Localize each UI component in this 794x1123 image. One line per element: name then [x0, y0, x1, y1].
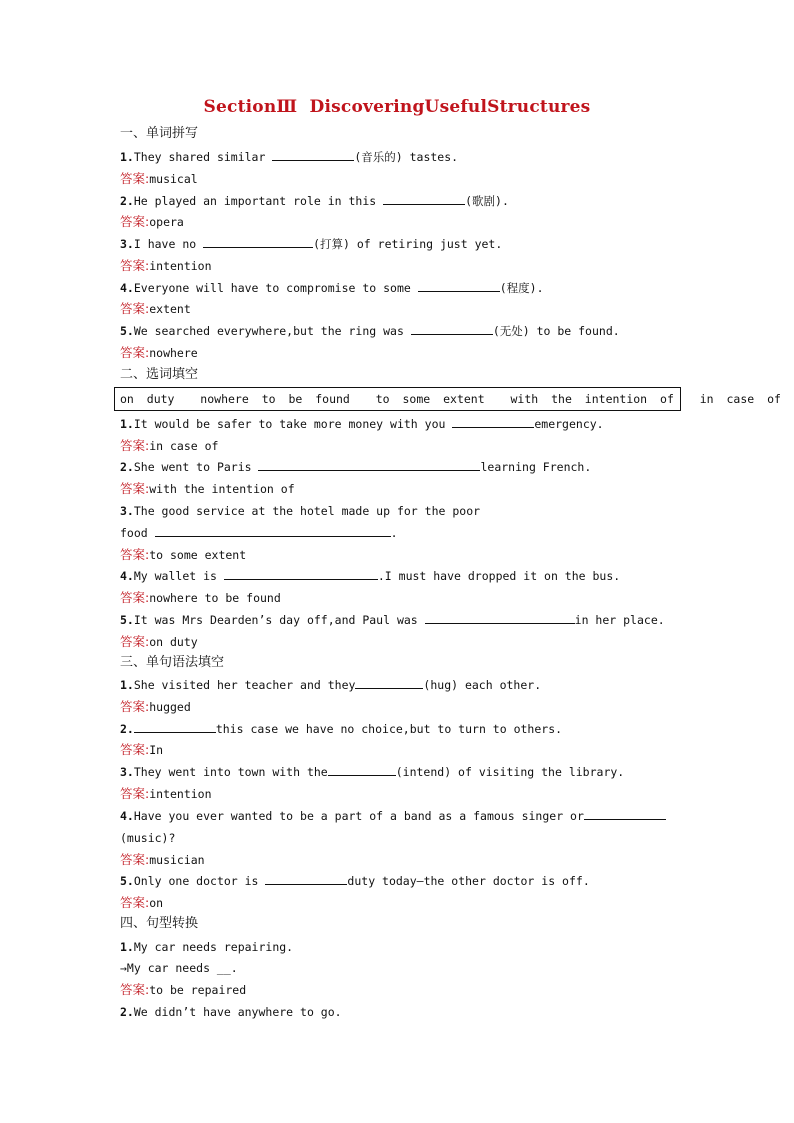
- question-1-1: [120, 149, 458, 165]
- answer-3-2: [120, 742, 163, 758]
- question-number: 3.: [120, 765, 134, 779]
- answer-text: intention: [149, 787, 212, 801]
- answer-blank[interactable]: [203, 236, 313, 248]
- answer-text: on: [149, 896, 164, 910]
- answer-text: to some extent: [149, 548, 247, 562]
- answer-blank[interactable]: [355, 677, 423, 689]
- answer-text: opera: [149, 215, 184, 229]
- question-2-4: [120, 568, 620, 584]
- answer-1-5: [120, 345, 198, 361]
- answer-label: 答案:: [120, 481, 150, 496]
- answer-2-2: [120, 481, 295, 497]
- question-1-4: [120, 280, 544, 296]
- question-text: I have no: [133, 237, 204, 251]
- answer-blank[interactable]: [383, 193, 465, 205]
- word-bank-text: on duty nowhere to be found to some extent with the intention of in case of: [120, 392, 781, 406]
- question-text: in her place.: [574, 613, 665, 627]
- answer-label: 答案:: [120, 301, 150, 316]
- question-number: 2.: [120, 1005, 134, 1019]
- question-text: My wallet is: [133, 569, 224, 583]
- question-3-4-cont: (music)?: [120, 831, 176, 845]
- question-text: (无处) to be found.: [492, 324, 620, 338]
- question-4-2: [120, 1004, 342, 1020]
- question-number: 4.: [120, 569, 134, 583]
- question-text: learning French.: [480, 460, 592, 474]
- answer-label: 答案:: [120, 895, 150, 910]
- answer-blank[interactable]: [272, 149, 354, 161]
- answer-label: 答案:: [120, 982, 150, 997]
- question-number: 3.: [120, 237, 134, 251]
- question-text: (intend) of visiting the library.: [395, 765, 625, 779]
- answer-3-5: [120, 895, 163, 911]
- answer-text: on duty: [149, 635, 198, 649]
- question-number: 3.: [120, 504, 134, 518]
- question-text: She visited her teacher and they: [133, 678, 356, 692]
- answer-text: musical: [149, 172, 198, 186]
- question-text: duty today—the other doctor is off.: [347, 874, 590, 888]
- answer-1-1: [120, 171, 198, 187]
- question-text: The good service at the hotel made up for the poor: [133, 504, 481, 518]
- question-number: 4.: [120, 809, 134, 823]
- answer-2-3: [120, 547, 246, 563]
- answer-4-1: [120, 982, 246, 998]
- question-3-4: [120, 808, 666, 824]
- answer-label: 答案:: [120, 699, 150, 714]
- question-text: .I must have dropped it on the bus.: [377, 569, 621, 583]
- section-heading-1: 一、单词拼写: [120, 126, 199, 141]
- question-4-1: [120, 939, 293, 955]
- answer-text: to be repaired: [149, 983, 247, 997]
- question-number: 1.: [120, 417, 134, 431]
- question-text: Have you ever wanted to be a part of a band as a famous singer or: [133, 809, 584, 823]
- word-bank-box: [114, 387, 781, 411]
- question-text: It would be safer to take more money with you: [133, 417, 453, 431]
- answer-text: In: [149, 743, 164, 757]
- answer-blank[interactable]: [452, 416, 534, 428]
- question-1-5: [120, 323, 620, 339]
- question-text: emergency.: [534, 417, 604, 431]
- question-number: 2.: [120, 722, 134, 736]
- question-number: 1.: [120, 678, 134, 692]
- page-title: SectionⅢ DiscoveringUsefulStructures: [203, 97, 591, 117]
- question-text: They shared similar: [133, 150, 273, 164]
- question-number: 2.: [120, 194, 134, 208]
- question-3-5: [120, 873, 590, 889]
- answer-1-4: [120, 301, 191, 317]
- answer-blank[interactable]: [224, 568, 378, 580]
- answer-2-1: [120, 438, 218, 454]
- question-text: She went to Paris: [133, 460, 259, 474]
- answer-label: 答案:: [120, 786, 150, 801]
- answer-text: nowhere: [149, 346, 198, 360]
- question-text: They went into town with the: [133, 765, 328, 779]
- question-text: He played an important role in this: [133, 194, 384, 208]
- question-text: (hug) each other.: [423, 678, 542, 692]
- answer-3-1: [120, 699, 191, 715]
- question-text: My car needs repairing.: [133, 940, 294, 954]
- answer-1-2: [120, 214, 184, 230]
- answer-label: 答案:: [120, 214, 150, 229]
- answer-label: 答案:: [120, 345, 150, 360]
- answer-blank[interactable]: [328, 764, 396, 776]
- question-text: It was Mrs Dearden’s day off,and Paul was: [133, 613, 425, 627]
- question-number: 5.: [120, 324, 134, 338]
- question-3-3: [120, 764, 624, 780]
- question-3-1: [120, 677, 541, 693]
- question-text: (歌剧).: [465, 194, 509, 208]
- answer-label: 答案:: [120, 547, 150, 562]
- answer-label: 答案:: [120, 742, 150, 757]
- question-text: Only one doctor is: [133, 874, 266, 888]
- question-1-3: [120, 236, 502, 252]
- question-number: 1.: [120, 940, 134, 954]
- question-text: (程度).: [499, 281, 544, 295]
- question-text: food: [120, 526, 155, 540]
- question-text: .: [390, 526, 398, 540]
- answer-blank[interactable]: [584, 808, 666, 820]
- answer-label: 答案:: [120, 258, 150, 273]
- question-text: We searched everywhere,but the ring was: [133, 324, 411, 338]
- question-number: 5.: [120, 874, 134, 888]
- question-1-2: [120, 193, 509, 209]
- question-text: this case we have no choice,but to turn to others.: [215, 722, 563, 736]
- answer-blank[interactable]: [134, 721, 216, 733]
- answer-2-5: [120, 634, 198, 650]
- question-2-5: [120, 612, 665, 628]
- section-heading-3: 三、单句语法填空: [120, 655, 225, 670]
- question-number: 4.: [120, 281, 134, 295]
- question-2-3: [120, 503, 480, 519]
- question-2-3-cont: [120, 525, 398, 541]
- question-2-1: [120, 416, 604, 432]
- answer-blank[interactable]: [258, 459, 480, 471]
- answer-text: in case of: [149, 439, 219, 453]
- answer-blank[interactable]: [265, 873, 347, 885]
- question-text: (音乐的) tastes.: [354, 150, 459, 164]
- answer-text: intention: [149, 259, 212, 273]
- answer-3-3: [120, 786, 212, 802]
- answer-label: 答案:: [120, 590, 150, 605]
- question-3-2: [120, 721, 562, 737]
- question-text: (打算) of retiring just yet.: [313, 237, 503, 251]
- answer-blank[interactable]: [418, 280, 500, 292]
- answer-text: hugged: [149, 700, 191, 714]
- answer-label: 答案:: [120, 852, 150, 867]
- question-number: 5.: [120, 613, 134, 627]
- question-text: We didn’t have anywhere to go.: [133, 1005, 342, 1019]
- answer-label: 答案:: [120, 634, 150, 649]
- question-number: 1.: [120, 150, 134, 164]
- answer-text: nowhere to be found: [149, 591, 281, 605]
- answer-text: musician: [149, 853, 205, 867]
- answer-blank[interactable]: [411, 323, 493, 335]
- section-heading-2: 二、选词填空: [120, 367, 199, 382]
- question-text: Everyone will have to compromise to some: [133, 281, 418, 295]
- answer-label: 答案:: [120, 438, 150, 453]
- question-number: 2.: [120, 460, 134, 474]
- answer-3-4: [120, 852, 205, 868]
- answer-label: 答案:: [120, 171, 150, 186]
- answer-text: extent: [149, 302, 191, 316]
- answer-blank[interactable]: [155, 525, 391, 537]
- answer-2-4: [120, 590, 281, 606]
- answer-text: with the intention of: [149, 482, 295, 496]
- question-4-1-transform[interactable]: →My car needs __.: [120, 961, 238, 975]
- section-heading-4: 四、句型转换: [120, 916, 199, 931]
- question-2-2: [120, 459, 591, 475]
- answer-blank[interactable]: [425, 612, 575, 624]
- answer-1-3: [120, 258, 212, 274]
